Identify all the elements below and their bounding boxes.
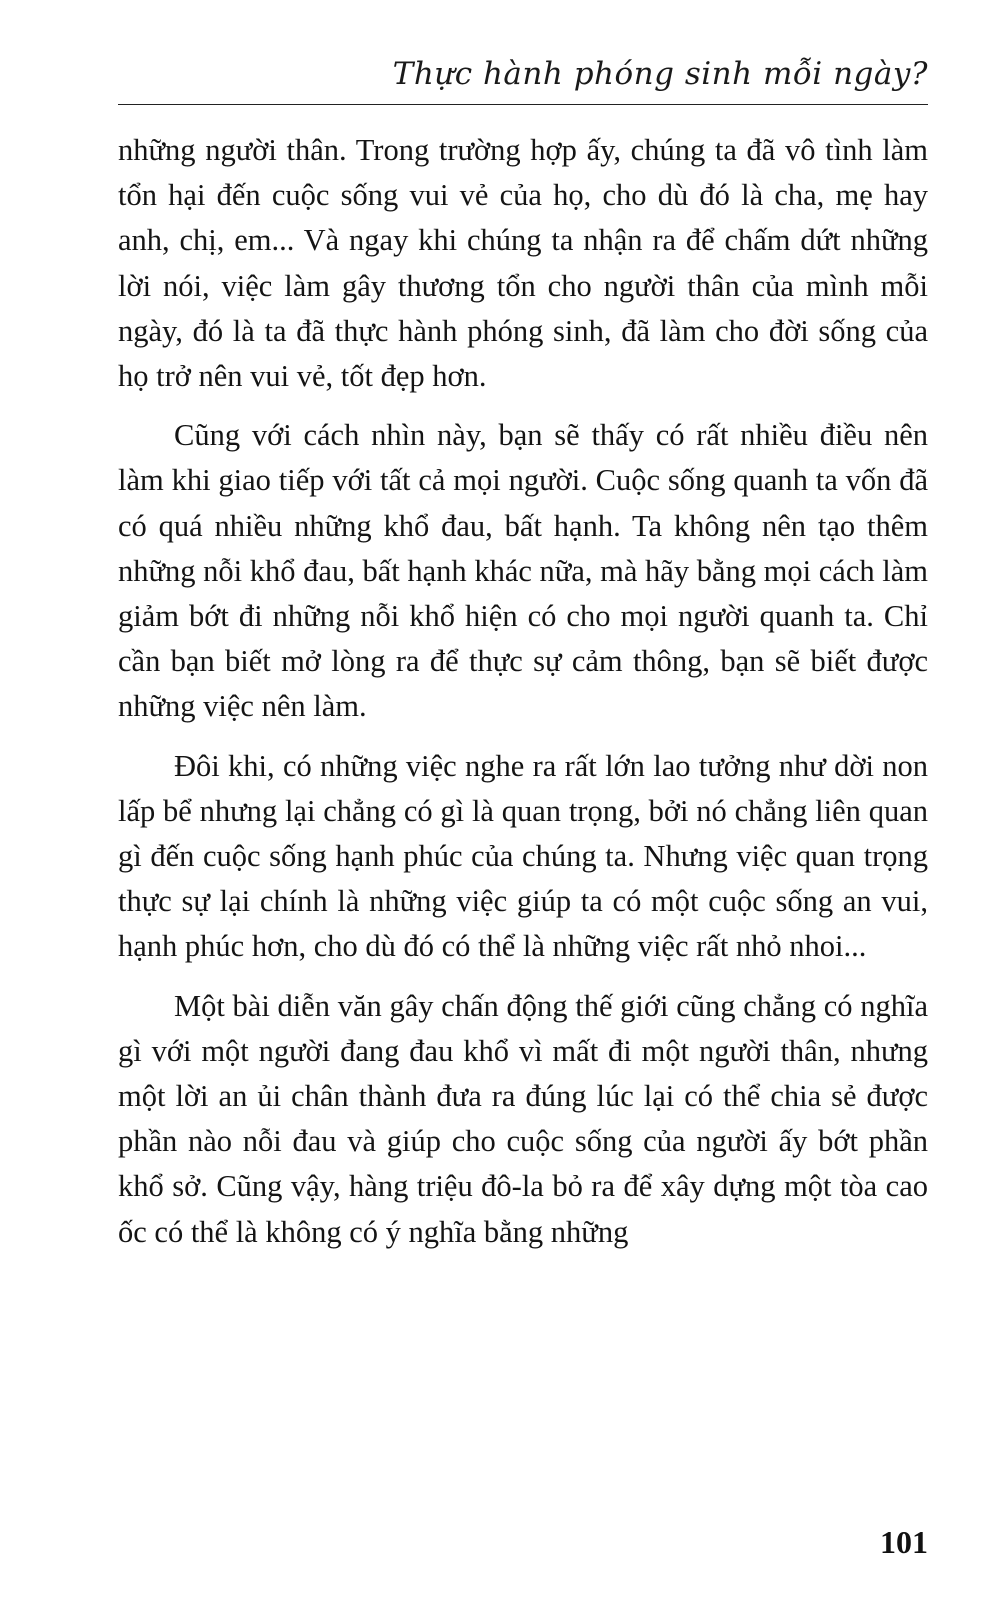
page-number: 101 xyxy=(880,1524,928,1560)
paragraph-continued: những người thân. Trong trường hợp ấy, chúng ta đã vô tình làm tổn hại đến cuộc sống vui vẻ của họ, cho dù đó là cha, mẹ hay anh, chị, em... Và ngay khi chúng ta nhận ra để chấm dứt những lời nói, việc làm gây thương tổn cho người thân của mình mỗi ngày, đó là ta đã thực hành phóng sinh, đã làm cho đời sống của họ trở nên vui vẻ, tốt đẹp hơn. xyxy=(118,133,928,394)
page-body xyxy=(118,128,928,1269)
paragraph: Cũng với cách nhìn này, bạn sẽ thấy có rất nhiều điều nên làm khi giao tiếp với tất cả mọi người. Cuộc sống quanh ta vốn đã có quá nhiều những khổ đau, bất hạnh. Ta không nên tạo thêm những nỗi khổ đau, bất hạnh khác nữa, mà hãy bằng mọi cách làm giảm bớt đi những nỗi khổ hiện có cho mọi người quanh ta. Chỉ cần bạn biết mở lòng ra để thực sự cảm thông, bạn sẽ biết được những việc nên làm. xyxy=(118,418,928,724)
running-title: Thực hành phóng sinh mỗi ngày? xyxy=(392,56,928,92)
running-header xyxy=(118,52,928,105)
paragraph: Đôi khi, có những việc nghe ra rất lớn lao tưởng như dời non lấp bể nhưng lại chẳng có gì là quan trọng, bởi nó chẳng liên quan gì đến cuộc sống hạnh phúc của chúng ta. Nhưng việc quan trọng thực sự lại chính là những việc giúp ta có một cuộc sống an vui, hạnh phúc hơn, cho dù đó có thể là những việc rất nhỏ nhoi... xyxy=(118,748,928,964)
paragraph: Một bài diễn văn gây chấn động thế giới cũng chẳng có nghĩa gì với một người đang đau khổ vì mất đi một người thân, nhưng một lời an ủi chân thành đưa ra đúng lúc lại có thể chia sẻ được phần nào nỗi đau và giúp cho cuộc sống của người ấy bớt phần khổ sở. Cũng vậy, hàng triệu đô-la bỏ ra để xây dựng một tòa cao ốc có thể là không có ý nghĩa bằng những xyxy=(118,988,928,1249)
